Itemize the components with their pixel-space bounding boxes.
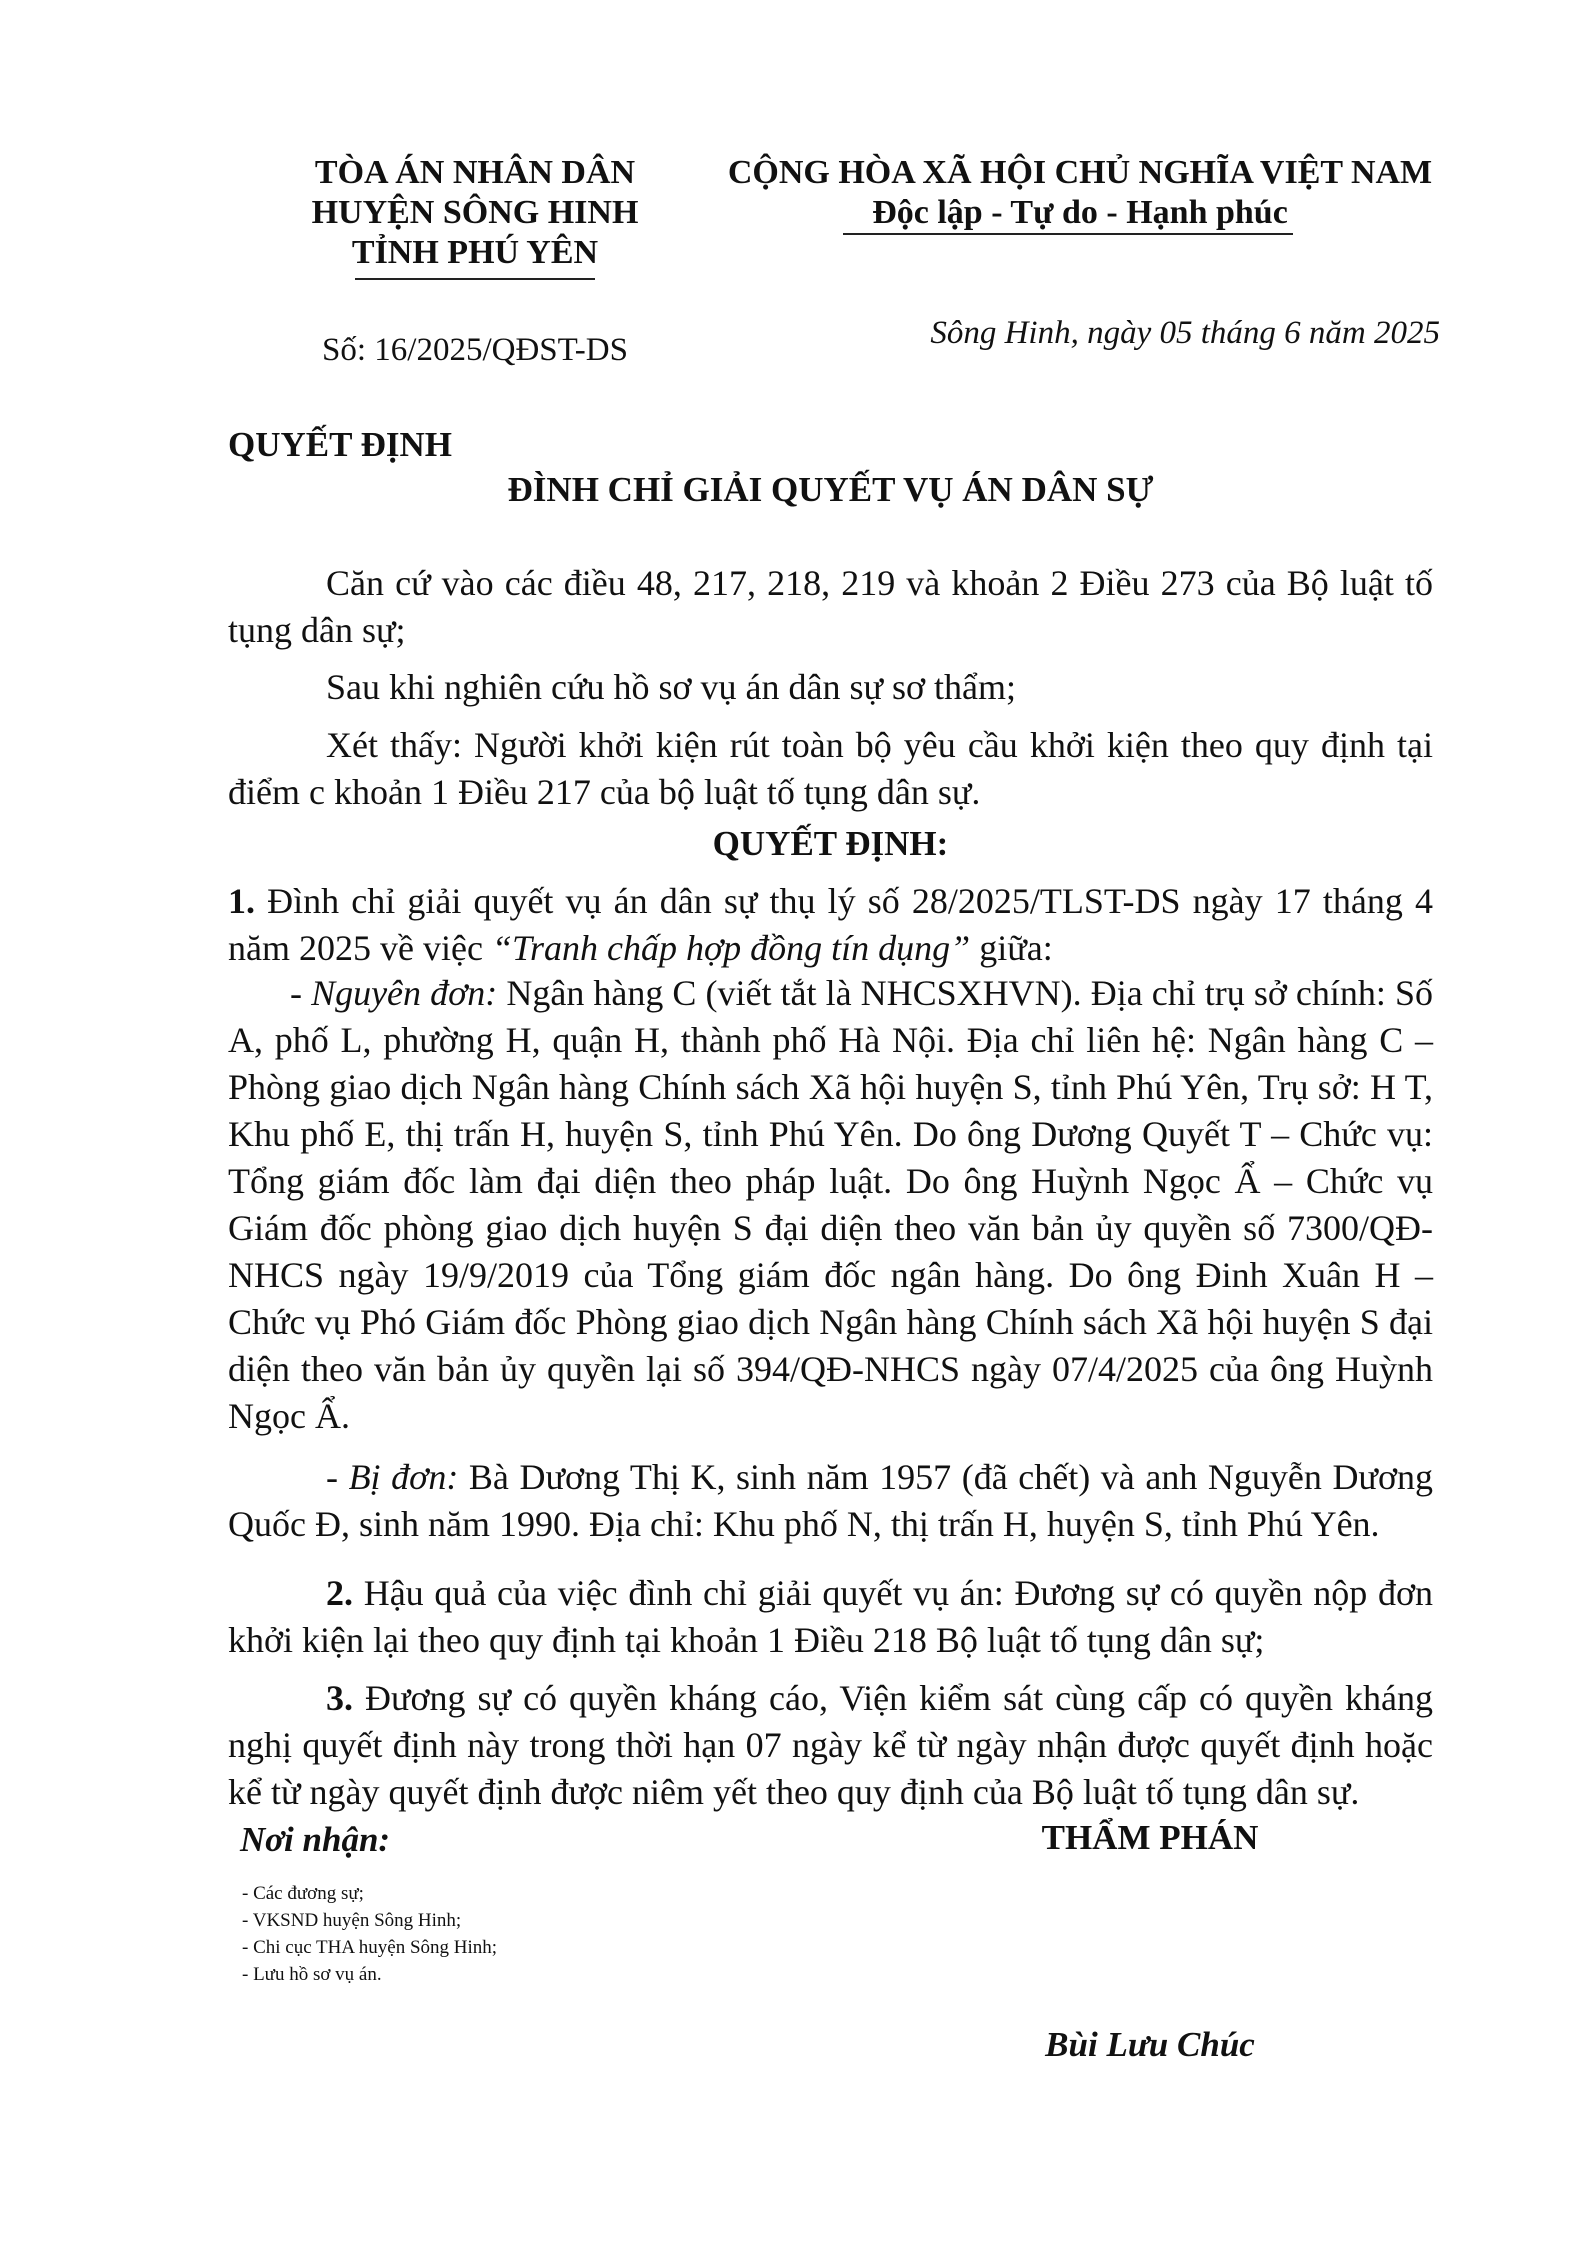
- item-text: Đương sự có quyền kháng cáo, Viện kiểm sát cùng cấp có quyền kháng nghị quyết định này trong thời hạn 07 ngày kể từ ngày nhận được quyết định hoặc kể từ ngày quyết định được niêm yết theo quy định của Bộ luật tố tụng dân sự.: [228, 1678, 1433, 1812]
- dash: -: [326, 1457, 349, 1497]
- court-district: HUYỆN SÔNG HINH: [311, 194, 639, 231]
- issue-date: Sông Hinh, ngày 05 tháng 6 năm 2025: [930, 315, 1440, 351]
- decision-item-3: [228, 1675, 1433, 1816]
- dash: -: [290, 973, 312, 1013]
- decision-heading: QUYẾT ĐỊNH:: [712, 824, 949, 863]
- item-number: 1.: [228, 881, 255, 921]
- item-text: Đình chỉ giải quyết vụ án dân sự thụ lý số 28/2025/TLST-DS ngày 17 tháng 4 năm 2025 về việc: [228, 881, 1433, 968]
- decision-item-1: [228, 878, 1433, 972]
- document-type: QUYẾT ĐỊNH: [228, 425, 452, 464]
- item-text-end: giữa:: [970, 928, 1053, 968]
- findings: Xét thấy: Người khởi kiện rút toàn bộ yêu cầu khởi kiện theo quy định tại điểm c khoản 1 Điều 217 của bộ luật tố tụng dân sự.: [228, 725, 1433, 812]
- case-name: “Tranh chấp hợp đồng tín dụng”: [491, 928, 971, 968]
- signer-title: THẨM PHÁN: [1041, 1818, 1259, 1857]
- list-item: - VKSND huyện Sông Hinh;: [242, 1910, 462, 1931]
- plaintiff-label: Nguyên đơn:: [311, 973, 498, 1013]
- signer-name: Bùi Lưu Chúc: [1045, 2025, 1255, 2064]
- court-name: TÒA ÁN NHÂN DÂN: [314, 154, 636, 191]
- defendant-label: Bị đơn:: [348, 1457, 459, 1497]
- defendant-text: Bà Dương Thị K, sinh năm 1957 (đã chết) và anh Nguyễn Dương Quốc Đ, sinh năm 1990. Địa chỉ: Khu phố N, thị trấn H, huyện S, tỉnh Phú Yên.: [228, 1457, 1433, 1544]
- legal-basis: Căn cứ vào các điều 48, 217, 218, 219 và khoản 2 Điều 273 của Bộ luật tố tụng dân sự;: [228, 563, 1433, 650]
- court-province: TỈNH PHÚ YÊN: [351, 234, 599, 271]
- list-item: - Các đương sự;: [242, 1883, 364, 1904]
- item-text: Hậu quả của việc đình chỉ giải quyết vụ án: Đương sự có quyền nộp đơn khởi kiện lại theo quy định tại khoản 1 Điều 218 Bộ luật tố tụng dân sự;: [228, 1573, 1433, 1660]
- country-name: CỘNG HÒA XÃ HỘI CHỦ NGHĨA VIỆT NAM: [727, 154, 1433, 191]
- header-left-divider: [355, 278, 595, 280]
- list-item: - Chi cục THA huyện Sông Hinh;: [242, 1937, 498, 1958]
- item-number: 2.: [326, 1573, 353, 1613]
- list-item: - Lưu hồ sơ vụ án.: [242, 1964, 382, 1985]
- case-review: Sau khi nghiên cứu hồ sơ vụ án dân sự sơ thẩm;: [326, 667, 1017, 707]
- defendant-paragraph: [228, 1454, 1433, 1548]
- national-motto: Độc lập - Tự do - Hạnh phúc: [872, 194, 1288, 231]
- decision-item-2: [228, 1570, 1433, 1664]
- decision-number: Số: 16/2025/QĐST-DS: [322, 332, 628, 368]
- header-right-divider: [843, 233, 1293, 235]
- item-number: 3.: [326, 1678, 353, 1718]
- plaintiff-paragraph: [228, 970, 1433, 1440]
- recipients-title: Nơi nhận:: [240, 1820, 391, 1859]
- plaintiff-text: Ngân hàng C (viết tắt là NHCSXHVN). Địa chỉ trụ sở chính: Số A, phố L, phường H, quận H, thành phố Hà Nội. Địa chỉ liên hệ: Ngân hàng C – Phòng giao dịch Ngân hàng Chính sách Xã hội huyện S, tỉnh Phú Yên, Trụ sở: H T, Khu phố E, thị trấn H, huyện S, tỉnh Phú Yên. Do ông Dương Quyết T – Chức vụ: Tổng giám đốc làm đại diện theo pháp luật. Do ông Huỳnh Ngọc Ẩ – Chức vụ Giám đốc phòng giao dịch huyện S đại diện theo văn bản ủy quyền số 7300/QĐ-NHCS ngày 19/9/2019 của Tổng giám đốc ngân hàng. Do ông Đinh Xuân H – Chức vụ Phó Giám đốc Phòng giao dịch Ngân hàng Chính sách Xã hội huyện S đại diện theo văn bản ủy quyền lại số 394/QĐ-NHCS ngày 07/4/2025 của ông Huỳnh Ngọc Ẩ.: [228, 973, 1433, 1436]
- document-title: ĐÌNH CHỈ GIẢI QUYẾT VỤ ÁN DÂN SỰ: [507, 470, 1154, 509]
